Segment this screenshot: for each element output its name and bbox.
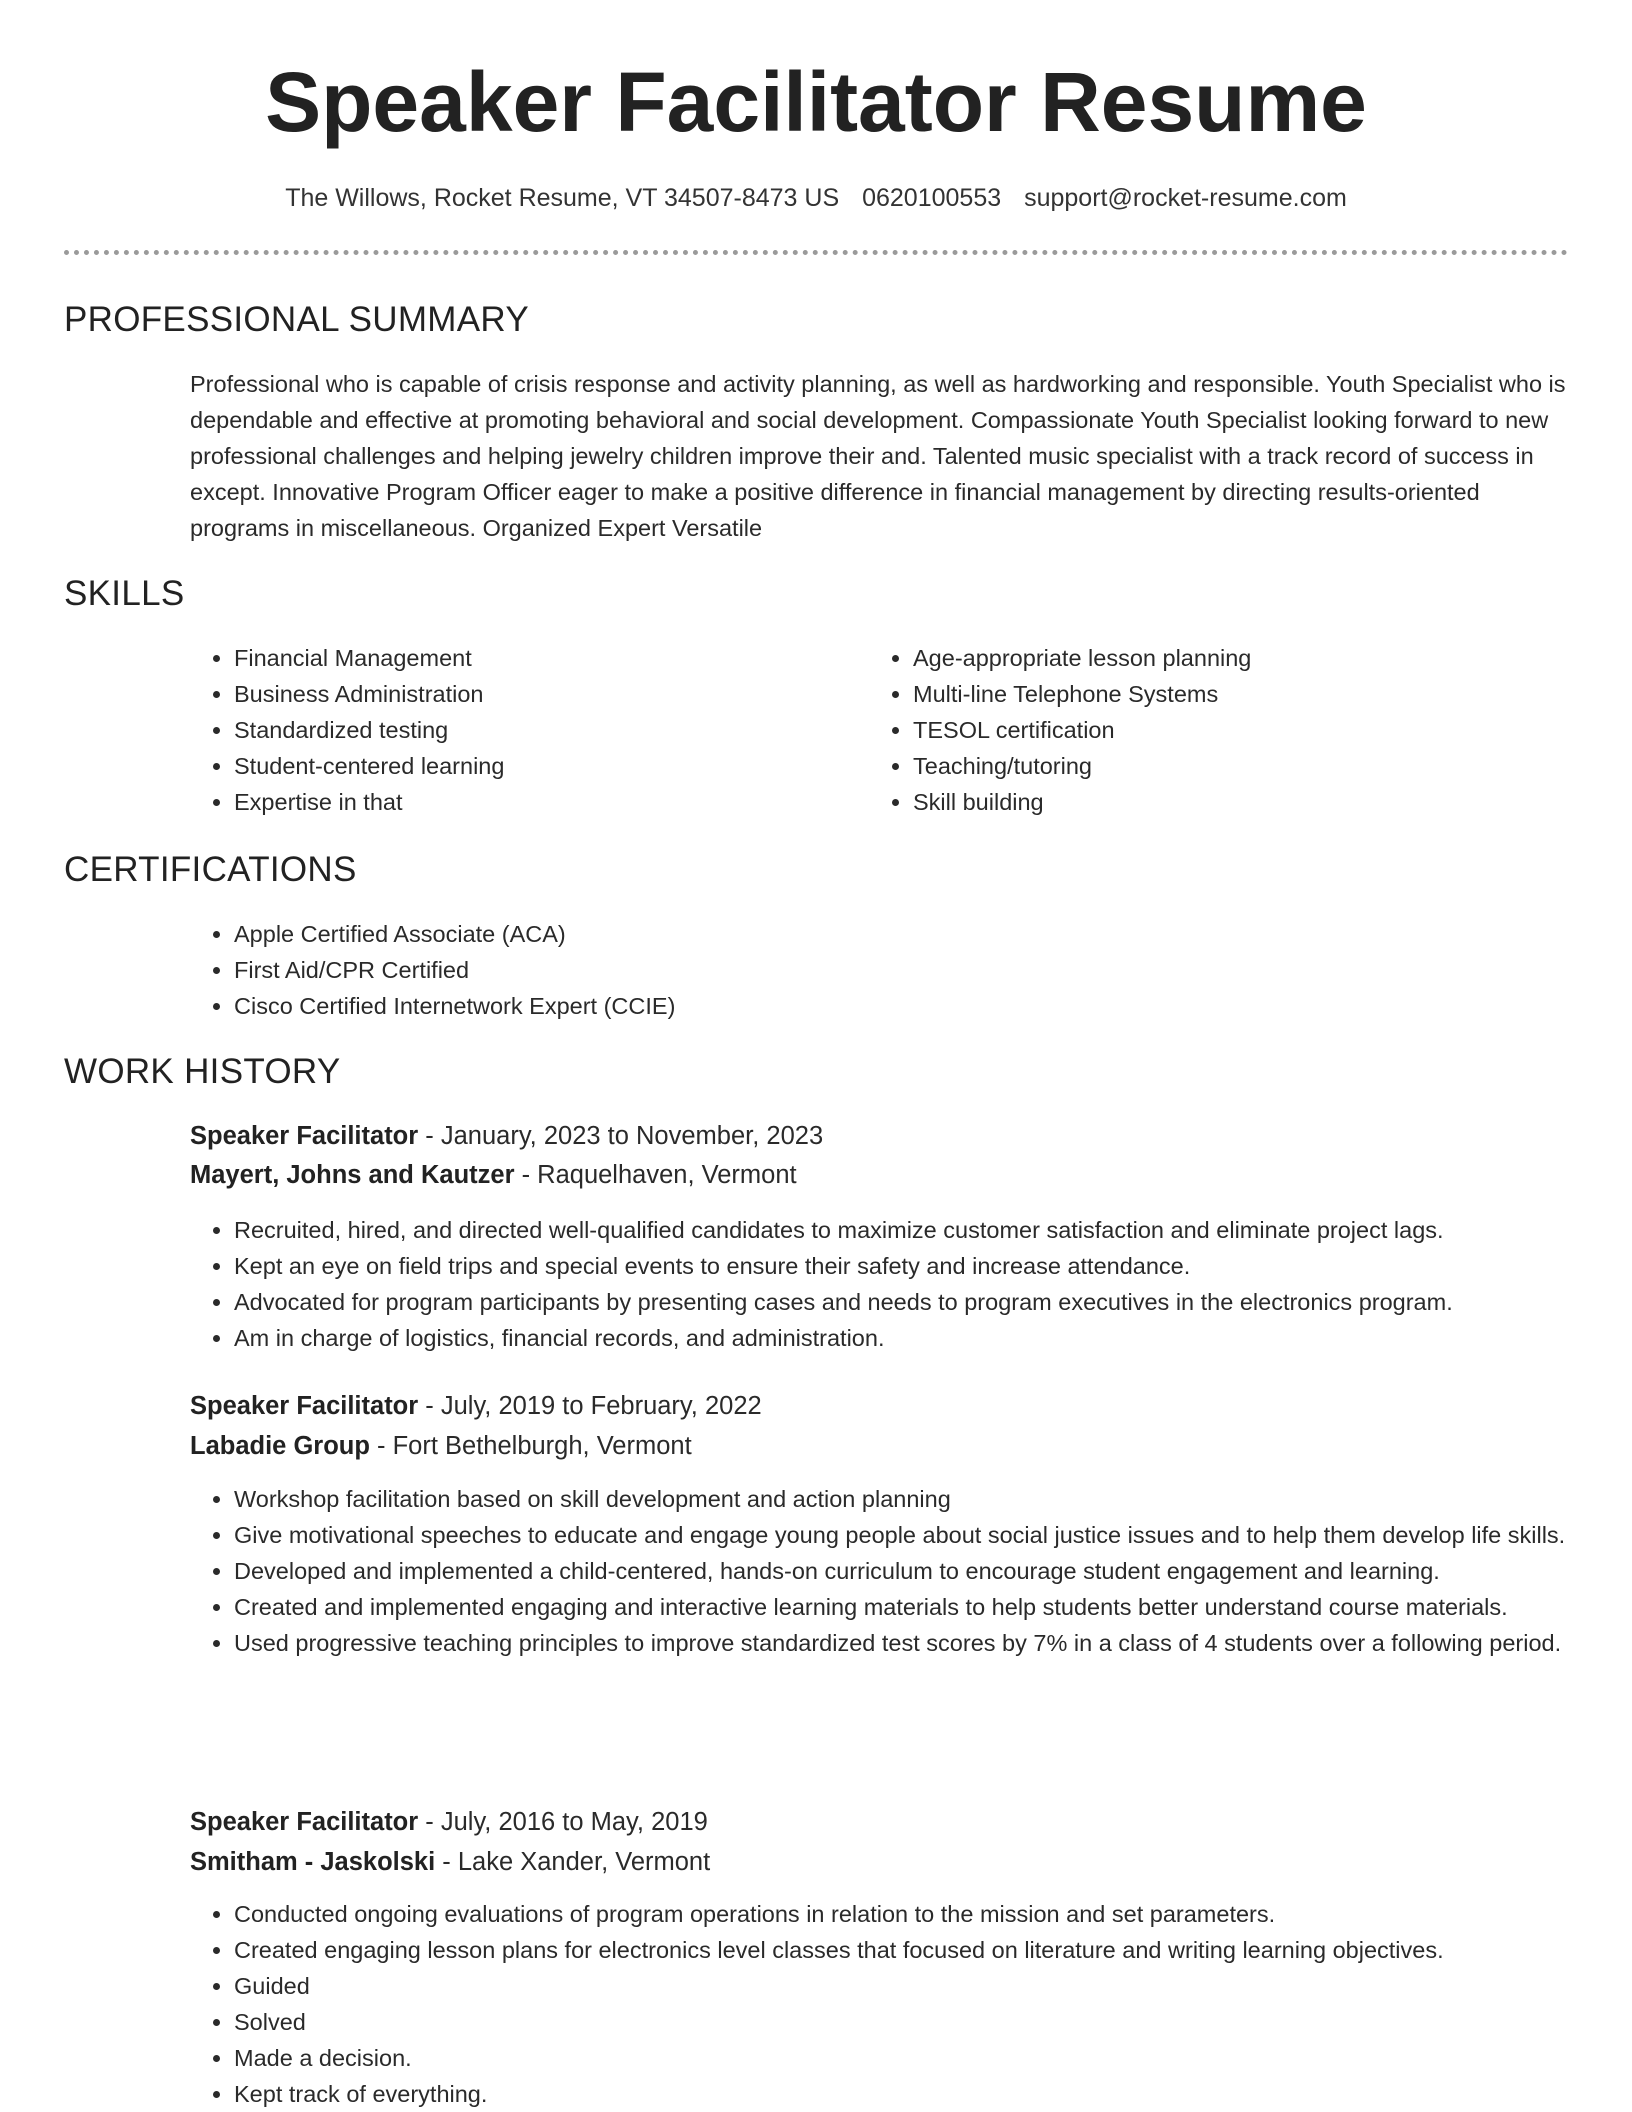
job-bullet: • Workshop facilitation based on skill development and action planning xyxy=(234,1481,1614,1517)
skill-item: • Teaching/tutoring xyxy=(913,748,1613,784)
skill-item: • TESOL certification xyxy=(913,712,1613,748)
job-bullet: • Give motivational speeches to educate and engage young people about social justice issues and to help them develop life skills. xyxy=(234,1517,1614,1553)
job-bullet: • Conducted ongoing evaluations of program operations in relation to the mission and set parameters. xyxy=(234,1896,1614,1932)
job-bullet: • Made a decision. xyxy=(234,2040,1614,2076)
job-bullets xyxy=(190,1896,1614,2112)
contact-phone: 0620100553 xyxy=(862,184,1002,212)
job-company: Smitham - Jaskolski xyxy=(190,1848,436,1876)
job-title-line xyxy=(190,1117,823,1155)
skill-item: • Student-centered learning xyxy=(234,748,854,784)
skill-item: • Financial Management xyxy=(234,640,854,676)
skills-heading: SKILLS xyxy=(64,574,185,613)
skills-list-right xyxy=(869,640,1613,820)
job-dates: - July, 2016 to May, 2019 xyxy=(418,1808,708,1836)
skill-item: • Standardized testing xyxy=(234,712,854,748)
contact-address: The Willows, Rocket Resume, VT 34507-8473 US xyxy=(285,184,840,212)
job-bullet: • Created and implemented engaging and interactive learning materials to help students better understand course materials. xyxy=(234,1589,1614,1625)
skills-list-left xyxy=(190,640,854,820)
job-bullet: • Am in charge of logistics, financial records, and administration. xyxy=(234,1320,1614,1356)
job-bullet: • Recruited, hired, and directed well-qualified candidates to maximize customer satisfaction and eliminate project lags. xyxy=(234,1212,1614,1248)
job-bullets xyxy=(190,1212,1614,1356)
header-divider xyxy=(64,250,1568,255)
job-bullet: • Advocated for program participants by presenting cases and needs to program executives in the electronics program. xyxy=(234,1284,1614,1320)
skill-item: • Expertise in that xyxy=(234,784,854,820)
skill-item: • Multi-line Telephone Systems xyxy=(913,676,1613,712)
job-bullet: • Created engaging lesson plans for electronics level classes that focused on literature and writing learning objectives. xyxy=(234,1932,1614,1968)
summary-heading: PROFESSIONAL SUMMARY xyxy=(64,300,529,339)
job-dates: - July, 2019 to February, 2022 xyxy=(418,1392,762,1420)
job-bullet: • Kept an eye on field trips and special events to ensure their safety and increase attendance. xyxy=(234,1248,1614,1284)
job-company: Labadie Group xyxy=(190,1432,370,1460)
skill-item: • Skill building xyxy=(913,784,1613,820)
resume-title: Speaker Facilitator Resume xyxy=(265,55,1367,149)
skill-item: • Business Administration xyxy=(234,676,854,712)
job-bullet: • Solved xyxy=(234,2004,1614,2040)
job-bullets xyxy=(190,1481,1614,1661)
summary-text: Professional who is capable of crisis response and activity planning, as well as hardworking and responsible. Youth Specialist who is dependable and effective at promoting behavioral and social development. Compassionate Youth Specialist looking forward to new professional challenges and helping jewelry children improve their and. Talented music specialist with a track record of success in except. Innovative Program Officer eager to make a positive difference in financial management by directing results-oriented programs in miscellaneous. Organized Expert Versatile xyxy=(190,371,1566,541)
job-title-line xyxy=(190,1803,708,1841)
contact-email[interactable]: support@rocket-resume.com xyxy=(1024,184,1347,212)
job-location: - Lake Xander, Vermont xyxy=(435,1848,711,1876)
certification-item: • First Aid/CPR Certified xyxy=(234,952,1434,988)
job-dates: - January, 2023 to November, 2023 xyxy=(418,1122,824,1150)
job-company-line xyxy=(190,1156,797,1194)
job-bullet: • Developed and implemented a child-centered, hands-on curriculum to encourage student engagement and learning. xyxy=(234,1553,1614,1589)
job-title-line xyxy=(190,1387,762,1425)
job-location: - Raquelhaven, Vermont xyxy=(514,1161,797,1189)
job-bullet: • Guided xyxy=(234,1968,1614,2004)
job-bullet: • Kept track of everything. xyxy=(234,2076,1614,2112)
job-company: Mayert, Johns and Kautzer xyxy=(190,1161,515,1189)
skill-item: • Age-appropriate lesson planning xyxy=(913,640,1613,676)
certification-item: • Cisco Certified Internetwork Expert (CCIE) xyxy=(234,988,1434,1024)
job-company-line xyxy=(190,1427,692,1465)
job-company-line xyxy=(190,1843,710,1881)
certifications-heading: CERTIFICATIONS xyxy=(64,850,357,889)
work-history-heading: WORK HISTORY xyxy=(64,1052,341,1091)
job-bullet: • Used progressive teaching principles to improve standardized test scores by 7% in a class of 4 students over a following period. xyxy=(234,1625,1614,1661)
job-title: Speaker Facilitator xyxy=(190,1122,419,1150)
contact-line xyxy=(0,180,1632,216)
certification-item: • Apple Certified Associate (ACA) xyxy=(234,916,1434,952)
certifications-list xyxy=(190,916,1434,1024)
job-title: Speaker Facilitator xyxy=(190,1808,419,1836)
job-location: - Fort Bethelburgh, Vermont xyxy=(369,1432,692,1460)
job-title: Speaker Facilitator xyxy=(190,1392,419,1420)
